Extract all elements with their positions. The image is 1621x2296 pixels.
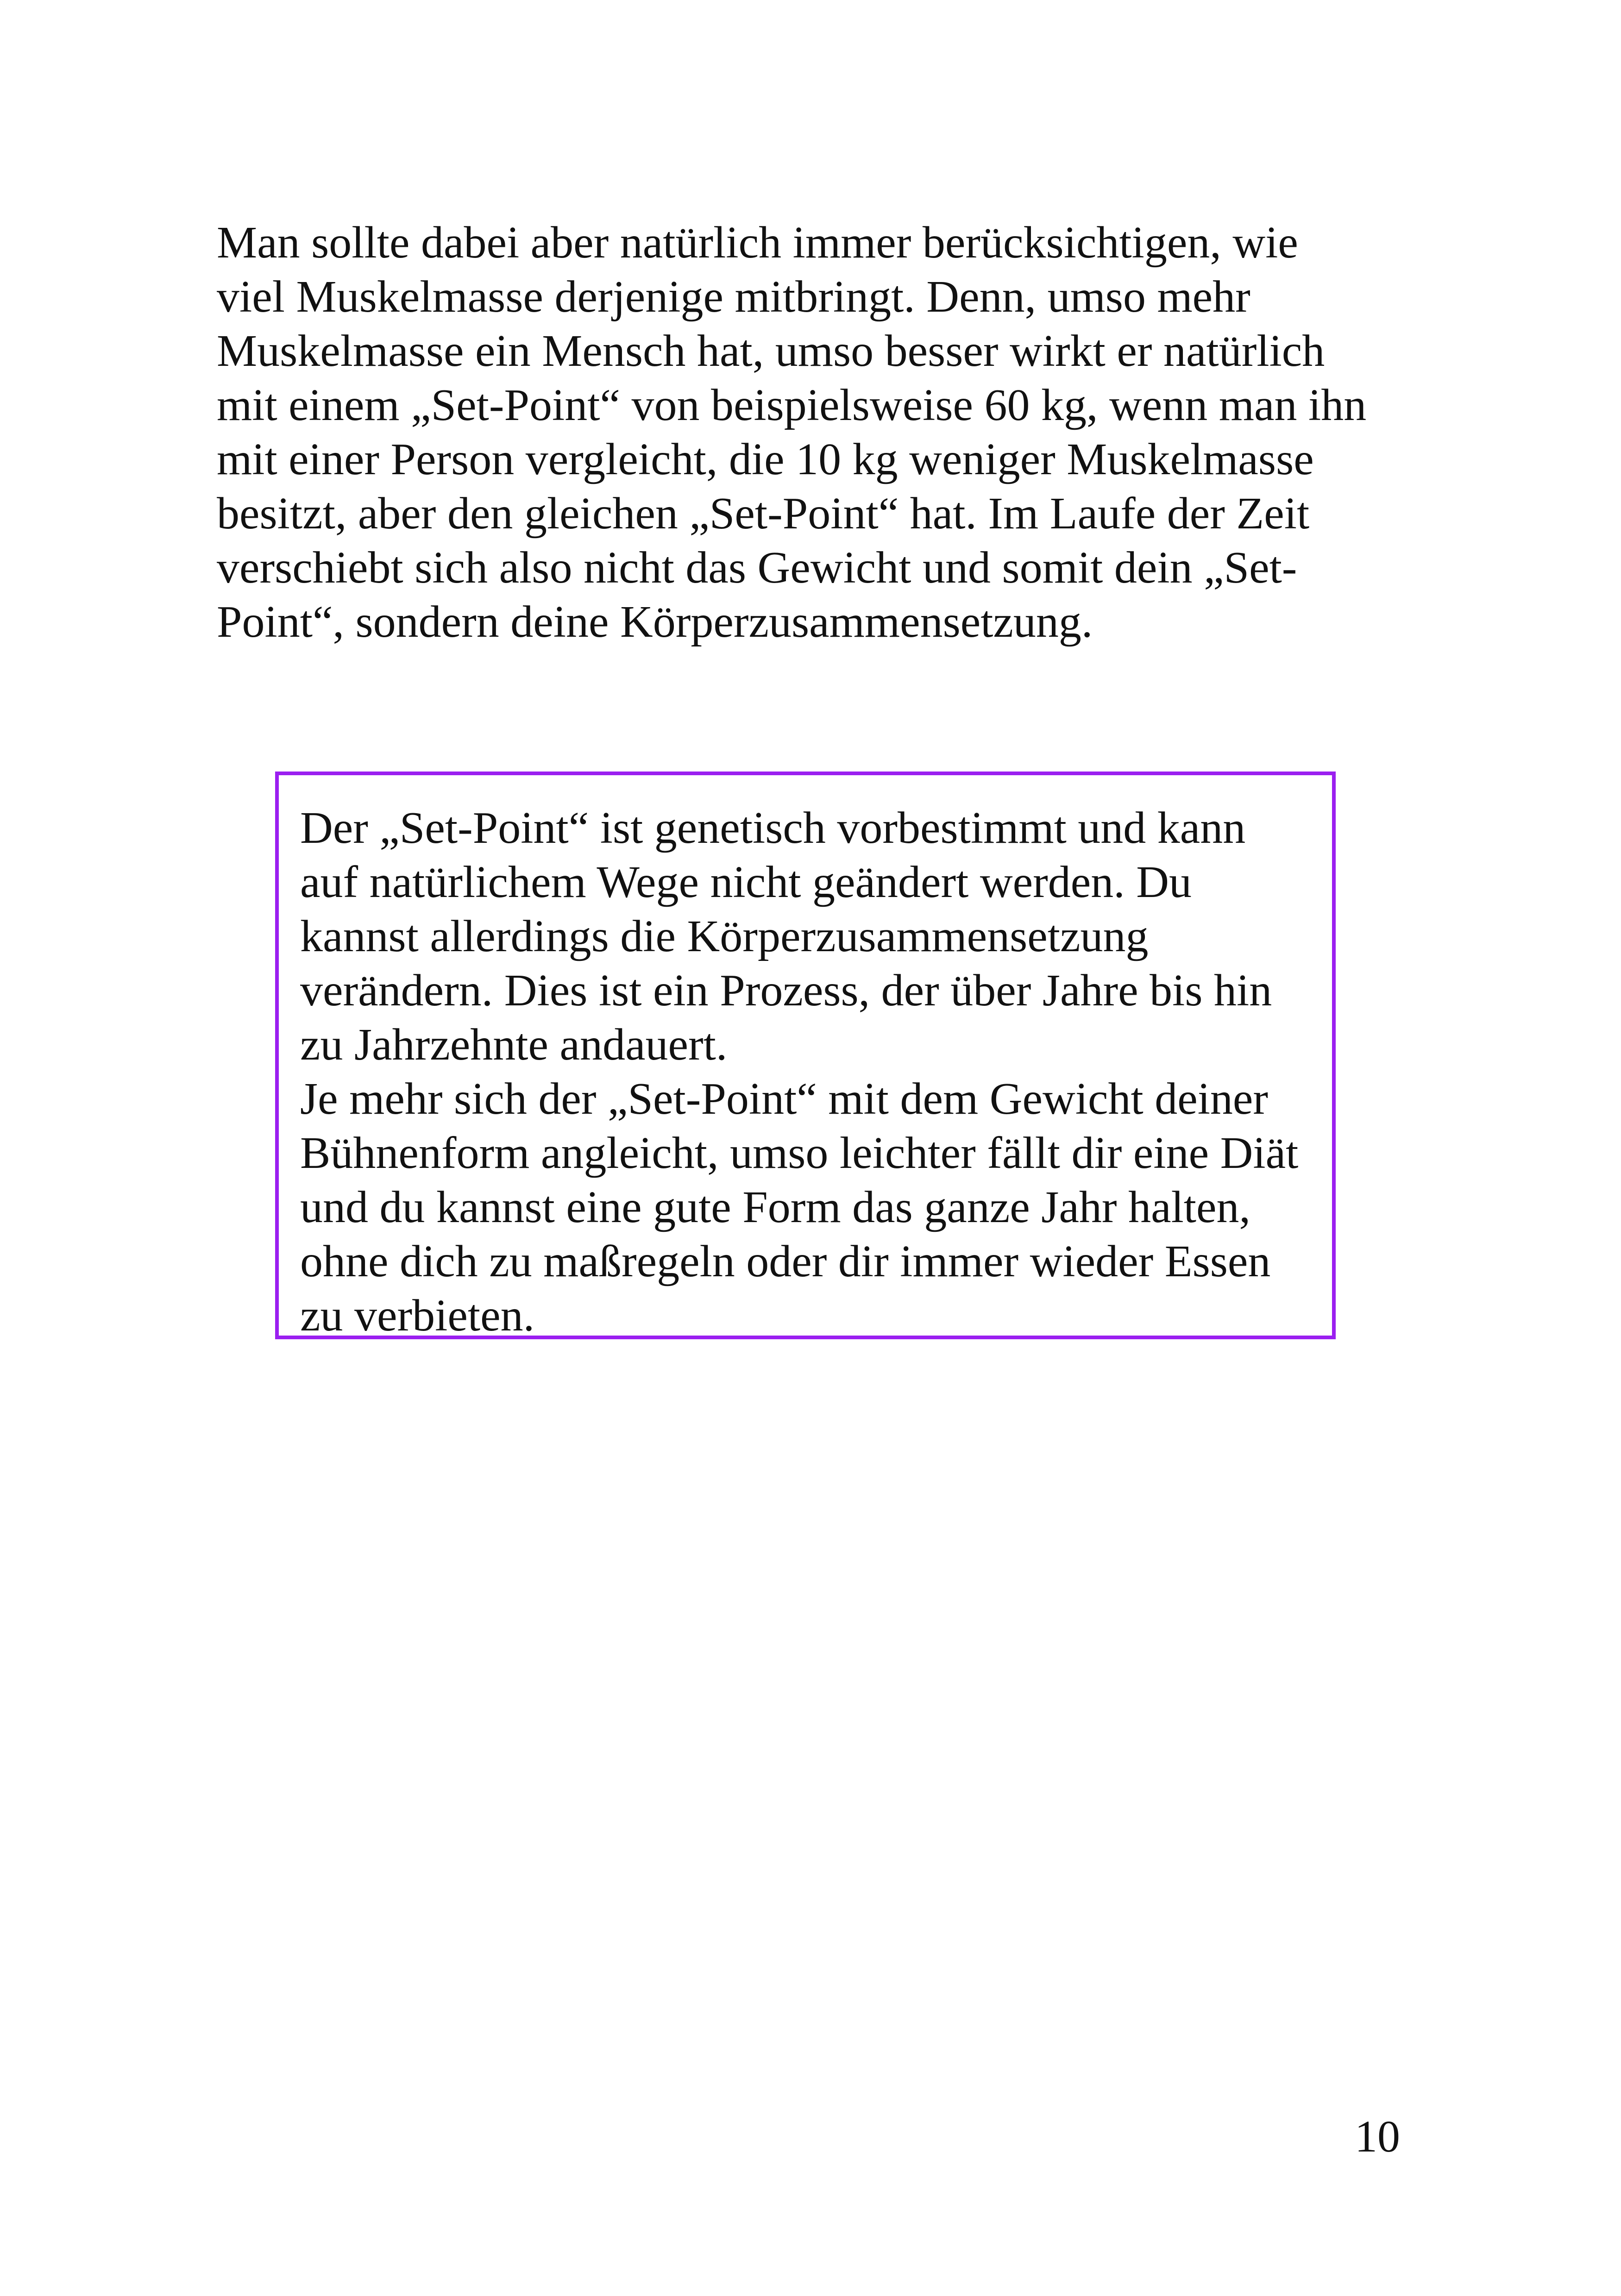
info-box-text [300, 801, 1332, 1343]
info-box-line: Bühnenform angleicht, umso leichter fällt dir eine Diät [300, 1128, 1299, 1178]
info-box-line: auf natürlichem Wege nicht geändert werden. Du [300, 857, 1192, 907]
body-line: mit einer Person vergleicht, die 10 kg weniger Muskelmasse [217, 434, 1314, 484]
body-line: verschiebt sich also nicht das Gewicht und somit dein „Set- [217, 543, 1297, 593]
page-number: 10 [1355, 2112, 1400, 2162]
body-line: Point“, sondern deine Körperzusammensetzung. [217, 597, 1093, 647]
body-line: Man sollte dabei aber natürlich immer berücksichtigen, wie [217, 218, 1298, 268]
body-line: Muskelmasse ein Mensch hat, umso besser wirkt er natürlich [217, 326, 1325, 376]
info-box-line: zu Jahrzehnte andauert. [300, 1020, 728, 1070]
info-box [275, 772, 1336, 1339]
info-box-line: und du kannst eine gute Form das ganze Jahr halten, [300, 1182, 1251, 1232]
info-box-line: ohne dich zu maßregeln oder dir immer wieder Essen [300, 1236, 1271, 1286]
info-box-line: kannst allerdings die Körperzusammensetzung [300, 911, 1149, 961]
body-line: mit einem „Set-Point“ von beispielsweise 60 kg, wenn man ihn [217, 380, 1367, 430]
body-line: besitzt, aber den gleichen „Set-Point“ hat. Im Laufe der Zeit [217, 489, 1310, 539]
info-box-line: zu verbieten. [300, 1291, 535, 1341]
info-box-line: verändern. Dies ist ein Prozess, der über Jahre bis hin [300, 966, 1272, 1016]
info-box-line: Der „Set-Point“ ist genetisch vorbestimmt und kann [300, 803, 1246, 853]
info-box-line: Je mehr sich der „Set-Point“ mit dem Gewicht deiner [300, 1074, 1269, 1124]
body-line: viel Muskelmasse derjenige mitbringt. Denn, umso mehr [217, 272, 1250, 322]
body-paragraph [217, 216, 1421, 649]
